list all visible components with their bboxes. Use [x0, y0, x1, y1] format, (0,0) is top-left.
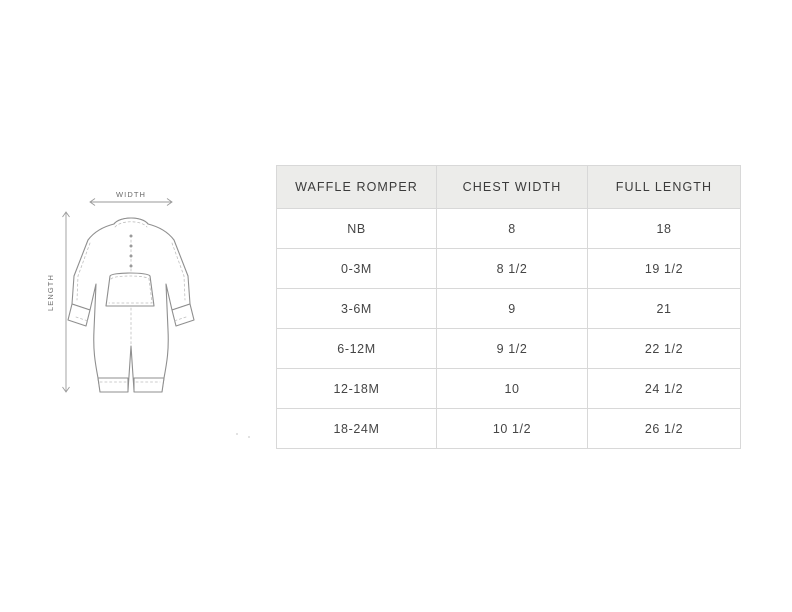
table-header-row: [277, 166, 741, 209]
speckle-mark: [248, 436, 250, 438]
cell-chest-width: 8 1/2: [437, 249, 588, 289]
cell-chest-width: 10: [437, 369, 588, 409]
table-row: [277, 409, 741, 449]
width-dimension-label: WIDTH: [116, 190, 147, 199]
table-row: [277, 209, 741, 249]
cell-full-length: 22 1/2: [588, 329, 741, 369]
speckle-mark: [236, 433, 238, 435]
cell-full-length: 19 1/2: [588, 249, 741, 289]
cell-full-length: 24 1/2: [588, 369, 741, 409]
length-arrow-icon: [63, 212, 70, 392]
cell-full-length: 26 1/2: [588, 409, 741, 449]
table-row: [277, 249, 741, 289]
size-chart-table: [276, 165, 741, 449]
cell-size: 12-18M: [277, 369, 437, 409]
cell-full-length: 21: [588, 289, 741, 329]
romper-line-art-icon: [44, 180, 244, 410]
column-header-size: WAFFLE ROMPER: [277, 166, 437, 209]
length-dimension-label: LENGTH: [46, 273, 56, 312]
cell-full-length: 18: [588, 209, 741, 249]
garment-illustration: [44, 180, 244, 410]
cell-size: 0-3M: [277, 249, 437, 289]
cell-chest-width: 9: [437, 289, 588, 329]
cell-size: 6-12M: [277, 329, 437, 369]
cell-chest-width: 8: [437, 209, 588, 249]
cell-size: 18-24M: [277, 409, 437, 449]
cell-chest-width: 9 1/2: [437, 329, 588, 369]
width-arrow-icon: [90, 199, 172, 206]
cell-chest-width: 10 1/2: [437, 409, 588, 449]
table-row: [277, 369, 741, 409]
column-header-chest-width: CHEST WIDTH: [437, 166, 588, 209]
table-row: [277, 329, 741, 369]
cell-size: 3-6M: [277, 289, 437, 329]
romper-body-outline: [68, 218, 194, 392]
column-header-full-length: FULL LENGTH: [588, 166, 741, 209]
cell-size: NB: [277, 209, 437, 249]
table-row: [277, 289, 741, 329]
